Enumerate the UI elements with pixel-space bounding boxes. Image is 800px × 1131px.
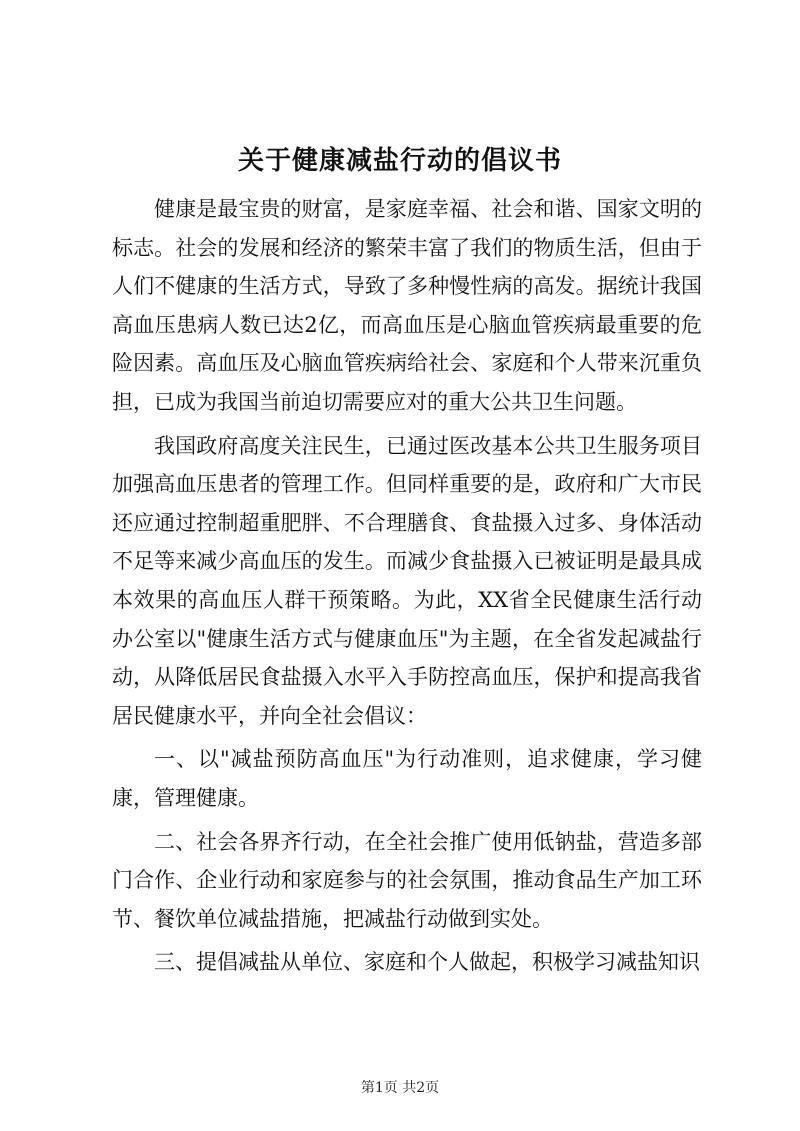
paragraph-item-1: 一、以"减盐预防高血压"为行动准则，追求健康，学习健康，管理健康。 [112,747,702,810]
document-title: 关于健康减盐行动的倡议书 [237,146,562,176]
paragraph-item-2: 二、社会各界齐行动，在全社会推广使用低钠盐，营造多部门合作、企业行动和家庭参与的社会氛围，推动食品生产加工环节、餐饮单位减盐措施，把减盐行动做到实处。 [112,829,702,931]
paragraph-item-3: 三、提倡减盐从单位、家庭和个人做起，积极学习减盐知识 [154,950,700,975]
paragraph-intro: 健康是最宝贵的财富，是家庭幸福、社会和谐、国家文明的标志。社会的发展和经济的繁荣丰富了我们的物质生活，但由于人们不健康的生活方式，导致了多种慢性病的高发。据统计我国高血压患病人数已达2亿，而高血压是心脑血管疾病最重要的危险因素。高血压及心脑血管疾病给社会、家庭和个人带来沉重负担，已成为我国当前迫切需要应对的重大公共卫生问题。 [112,197,702,414]
page-number-footer: 第1页 共2页 [360,1080,440,1096]
document-body [112,190,702,987]
paragraph-policy: 我国政府高度关注民生，已通过医改基本公共卫生服务项目加强高血压患者的管理工作。但同样重要的是，政府和广大市民还应通过控制超重肥胖、不合理膳食、食盐摄入过多、身体活动不足等来减少高血压的发生。而减少食盐摄入已被证明是最具成本效果的高血压人群干预策略。为此，XX省全民健康生活行动办公室以"健康生活方式与健康血压"为主题，在全省发起减盐行动，从降低居民食盐摄入水平入手防控高血压，保护和提高我省居民健康水平，并向全社会倡议： [112,433,702,728]
